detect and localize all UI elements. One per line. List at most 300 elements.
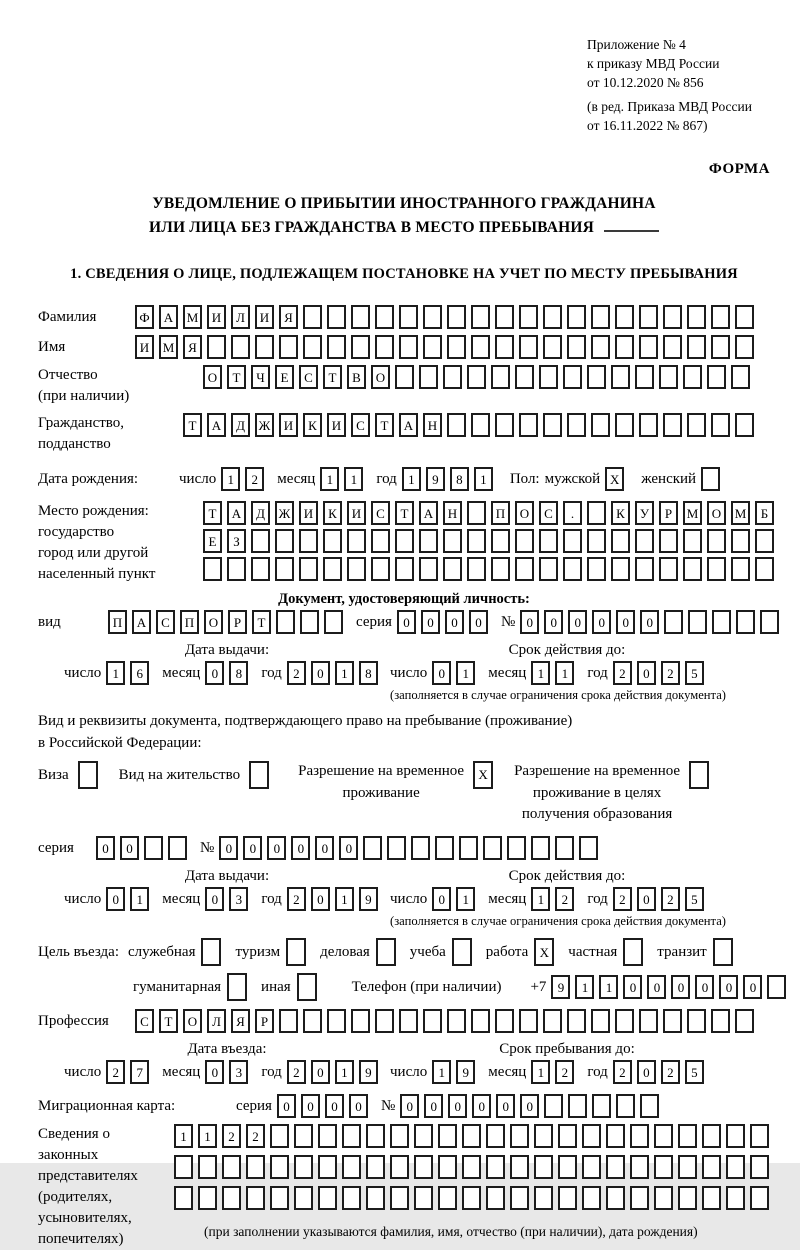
stay-year-cells [613,1060,709,1084]
form-cell: И [135,335,154,359]
form-cell: О [371,365,390,389]
temp-residence-education-option [514,761,714,826]
form-cell [755,529,774,553]
form-cell [582,1186,601,1210]
form-cell [174,1186,193,1210]
identity-doc-heading: Документ, удостоверяющий личность: [278,591,530,608]
form-cell [144,836,163,860]
iddoc-issue-col [38,642,390,703]
form-cell [294,1155,313,1179]
form-cell [467,557,486,581]
form-title-line1: УВЕДОМЛЕНИЕ О ПРИБЫТИИ ИНОСТРАННОГО ГРАЖДАНИНА [152,195,656,213]
firstname-row [38,335,770,359]
form-cell [591,413,610,437]
form-cell [510,1155,529,1179]
form-cell [294,1186,313,1210]
form-cell: 5 [685,1060,704,1084]
form-cell: 9 [359,1060,378,1084]
purpose-work: работа X [486,938,560,966]
form-cell: М [731,501,750,525]
form-cell [640,1094,659,1118]
form-cell: 2 [106,1060,125,1084]
form-cell [563,529,582,553]
form-cell: 1 [174,1124,193,1148]
sex-female-label: женский [641,470,697,487]
temp-residence-education-label: Разрешение на временное проживание в целях получения образования [514,762,681,823]
profession-label: Профессия [38,1013,109,1030]
form-cell: 2 [661,661,680,685]
form-cell [483,836,502,860]
residence-permit-options [38,761,770,826]
form-cell: 8 [359,661,378,685]
form-cell [711,413,730,437]
form-cell [495,413,514,437]
order-line: к приказу МВД России [587,55,720,71]
form-cell [726,1186,745,1210]
form-cell: И [347,501,366,525]
form-cell [459,836,478,860]
form-cell [351,1009,370,1033]
form-cell [324,610,343,634]
birthplace-row2-cells [203,529,779,553]
form-cell [462,1155,481,1179]
valid-day-cells [432,661,480,685]
form-cell [654,1124,673,1148]
form-cell [78,761,98,789]
form-cell: 2 [555,1060,574,1084]
form-cell [531,836,550,860]
form-cell [654,1155,673,1179]
form-cell [606,1155,625,1179]
form-cell [639,335,658,359]
form-cell [318,1124,337,1148]
form-cell [342,1186,361,1210]
form-cell: Н [423,413,442,437]
form-cell [678,1124,697,1148]
form-cell [411,836,430,860]
issue-day-cells [106,661,154,685]
form-cell: Т [323,365,342,389]
form-cell [687,413,706,437]
form-cell [443,557,462,581]
form-cell [467,365,486,389]
form-cell [467,529,486,553]
form-cell [390,1186,409,1210]
form-cell: 1 [320,467,339,491]
form-cell: С [156,610,175,634]
form-cell [519,413,538,437]
representatives-row1-cells [174,1124,774,1148]
entry-purpose-row2 [133,973,770,1001]
birthplace-cells-stack [203,501,779,585]
surname-label: Фамилия [38,309,97,326]
form-cell [303,335,322,359]
form-cell: 0 [520,1094,539,1118]
form-cell: 0 [637,1060,656,1084]
form-cell: Л [231,305,250,329]
form-cell: Я [231,1009,250,1033]
sex-male-checkbox [605,467,629,491]
form-cell [203,557,222,581]
form-cell [231,335,250,359]
form-cell: 2 [613,1060,632,1084]
form-cell [582,1155,601,1179]
form-cell [438,1155,457,1179]
residence-permit-label: Вид на жительство [118,766,241,783]
form-cell [519,335,538,359]
form-cell [462,1124,481,1148]
form-cell [227,973,247,1001]
representatives-cells-stack [174,1124,774,1240]
form-cell [423,305,442,329]
form-cell [678,1186,697,1210]
form-cell [683,529,702,553]
purpose-humanitarian-checkbox [227,973,252,1001]
form-cell: А [159,305,178,329]
purpose-private-checkbox [623,938,648,966]
form-cell: 0 [349,1094,368,1118]
form-cell: 0 [96,836,115,860]
form-cell [702,1155,721,1179]
form-cell: 0 [315,836,334,860]
purpose-transit: транзит [657,938,737,966]
patronymic-row [38,365,770,407]
form-cell: 0 [301,1094,320,1118]
form-cell [471,335,490,359]
form-cell: 7 [130,1060,149,1084]
form-cell [615,335,634,359]
permit-issue-day-cells [106,887,154,911]
form-cell [702,1186,721,1210]
form-cell: 0 [205,887,224,911]
form-cell [447,335,466,359]
form-cell [275,557,294,581]
title-blank-line [604,218,659,232]
form-cell [471,305,490,329]
form-cell [387,836,406,860]
form-cell: 0 [743,975,762,999]
form-cell [510,1186,529,1210]
form-cell: Т [227,365,246,389]
form-cell [168,836,187,860]
form-cell [731,529,750,553]
form-cell [539,529,558,553]
permit-issue-year-cells [287,887,383,911]
birthdate-row [38,467,770,491]
birthplace-block [38,501,770,585]
form-cell [663,1009,682,1033]
representatives-note: (при заполнении указываются фамилия, имя, отчество (при наличии), дата рождения) [204,1224,698,1240]
form-cell [318,1155,337,1179]
form-cell [711,335,730,359]
form-cell [735,305,754,329]
form-cell: 0 [616,610,635,634]
purpose-official: служебная [128,938,227,966]
form-cell [419,557,438,581]
form-cell [366,1155,385,1179]
form-title-line2: ИЛИ ЛИЦА БЕЗ ГРАЖДАНСТВА В МЕСТО ПРЕБЫВАНИЯ [38,216,770,240]
form-cell [222,1186,241,1210]
form-cell [419,529,438,553]
iddoc-validity-col [390,642,744,703]
form-cell [567,1009,586,1033]
form-cell: 2 [246,1124,265,1148]
form-cell: 9 [426,467,445,491]
form-cell: И [327,413,346,437]
form-cell [659,365,678,389]
purpose-tourism-checkbox [286,938,311,966]
form-cell: А [207,413,226,437]
form-cell: 1 [432,1060,451,1084]
form-cell [587,501,606,525]
form-cell: 0 [424,1094,443,1118]
form-cell: 0 [311,661,330,685]
form-cell: 1 [106,661,125,685]
form-cell: С [539,501,558,525]
form-cell [270,1124,289,1148]
visa-checkbox [78,761,103,789]
permit-valid-day-cells [432,887,480,911]
form-cell: 1 [531,1060,550,1084]
form-cell: 2 [245,467,264,491]
form-cell [639,1009,658,1033]
form-cell: Р [255,1009,274,1033]
patronymic-label: Отчество (при наличии) [38,367,130,405]
form-cell [630,1124,649,1148]
form-cell [395,365,414,389]
form-cell: 2 [661,1060,680,1084]
form-cell: 0 [445,610,464,634]
migration-series-cells [277,1094,373,1118]
residence-doc-intro: Вид и реквизиты документа, подтверждающего право на пребывание (проживание) в Российской Федерации: [38,713,573,752]
form-cell: 1 [221,467,240,491]
form-cell [414,1186,433,1210]
form-cell [375,305,394,329]
form-cell [443,365,462,389]
permit-validity-date: число 0 1 месяц 1 2 год 2 0 2 5 [390,887,744,911]
form-cell [750,1124,769,1148]
form-cell: X [473,761,493,789]
form-cell: 0 [311,887,330,911]
form-cell [414,1155,433,1179]
form-cell [467,501,486,525]
form-cell: И [279,413,298,437]
form-cell [567,335,586,359]
form-cell [615,305,634,329]
sex-label: Пол: [509,470,540,487]
phone-label: Телефон (при наличии) [351,978,502,995]
form-cell: 2 [661,887,680,911]
form-cell [534,1124,553,1148]
form-cell [760,610,779,634]
form-cell [399,305,418,329]
form-cell: 8 [229,661,248,685]
form-cell: Ф [135,305,154,329]
form-cell [731,365,750,389]
stay-month-cells [531,1060,579,1084]
form-cell [735,1009,754,1033]
form-cell [471,413,490,437]
permit-issue-month-cells [205,887,253,911]
form-cell [663,305,682,329]
form-cell: 0 [472,1094,491,1118]
form-cell [371,529,390,553]
form-cell: 1 [474,467,493,491]
form-cell [664,610,683,634]
patronymic-cells [203,365,755,389]
issue-month-cells [205,661,253,685]
form-cell [735,413,754,437]
form-cell: 1 [335,887,354,911]
form-cell [447,413,466,437]
form-cell [276,610,295,634]
form-cell [689,761,709,789]
form-cell [515,529,534,553]
form-cell [495,305,514,329]
form-cell [543,335,562,359]
form-cell: Д [231,413,250,437]
form-cell [414,1124,433,1148]
form-cell: X [605,467,624,491]
doc-kind-label: вид [38,614,61,631]
form-cell: М [183,305,202,329]
doc-kind-cells [108,610,348,634]
form-cell: 6 [130,661,149,685]
form-cell: Е [203,529,222,553]
purpose-study: учеба [410,938,477,966]
surname-cells [135,305,759,329]
form-cell: 0 [106,887,125,911]
issue-title: Дата выдачи: [184,642,270,659]
birthdate-label: Дата рождения: [38,471,139,488]
form-cell [438,1186,457,1210]
form-cell [299,557,318,581]
stay-until-col [390,1041,744,1084]
form-cell [543,1009,562,1033]
form-cell [678,1155,697,1179]
form-cell: С [135,1009,154,1033]
form-cell [222,1155,241,1179]
form-cell: 0 [637,661,656,685]
visa-label: Виза [38,766,69,783]
profession-cells [135,1009,759,1033]
form-cell: К [611,501,630,525]
form-cell [323,557,342,581]
form-cell: 0 [205,1060,224,1084]
form-cell [286,938,306,966]
form-cell [399,1009,418,1033]
form-cell [654,1186,673,1210]
form-cell: 1 [599,975,618,999]
form-cell: 0 [647,975,666,999]
form-cell: 0 [544,610,563,634]
profession-row [38,1009,770,1033]
representatives-label: Сведения о законных представителях (родителях, усыновителях, попечителях) [38,1126,138,1248]
form-cell [687,335,706,359]
birthplace-row1-cells [203,501,779,525]
migration-number-sign: № [380,1097,396,1114]
form-cell [567,413,586,437]
iddoc-dates-block [38,642,770,703]
stay-until-date: число 1 9 месяц 1 2 год 2 0 2 5 [390,1060,744,1084]
form-cell: 0 [325,1094,344,1118]
form-cell: 0 [267,836,286,860]
form-cell [303,1009,322,1033]
permit-validity-col: Срок действия до: число 0 1 месяц 1 2 год 2 0 2 5 (заполняется в случае ограничения срока действия документа) [390,868,744,929]
citizenship-row [38,413,770,455]
form-cell [366,1124,385,1148]
form-cell [491,365,510,389]
form-cell [563,365,582,389]
form-cell [251,557,270,581]
form-cell [663,335,682,359]
form-cell [688,610,707,634]
entry-date-col [38,1041,390,1084]
birthplace-row3-cells [203,557,779,581]
citizenship-label: Гражданство, подданство [38,415,125,453]
form-cell [327,335,346,359]
form-cell: 2 [555,887,574,911]
form-cell [351,335,370,359]
form-cell [687,305,706,329]
form-cell: В [347,365,366,389]
residence-permit-option [119,761,274,789]
temp-residence-education-checkbox [689,761,714,789]
form-cell [582,1124,601,1148]
form-cell: Я [183,335,202,359]
stay-until-title: Срок пребывания до: [499,1041,635,1058]
form-cell: А [399,413,418,437]
form-cell: П [180,610,199,634]
form-cell: Т [252,610,271,634]
permit-series-label: серия [38,840,74,857]
permit-number-cells [219,836,603,860]
form-cell [447,1009,466,1033]
form-cell [515,557,534,581]
permit-number-sign: № [200,839,215,856]
entry-year-cells [287,1060,383,1084]
doc-series-label: серия [356,613,392,630]
form-cell [630,1155,649,1179]
form-cell [447,305,466,329]
form-cell [630,1186,649,1210]
form-cell: 8 [450,467,469,491]
permit-valid-year-cells [613,887,709,911]
form-cell [568,1094,587,1118]
entry-purpose-label: Цель въезда: [38,944,119,961]
form-cell: 9 [551,975,570,999]
purpose-transit-checkbox [713,938,738,966]
valid-month-cells [531,661,579,685]
valid-year-cells [613,661,709,685]
form-cell [635,529,654,553]
form-cell: У [635,501,654,525]
form-cell [471,1009,490,1033]
form-cell: А [227,501,246,525]
form-cell [567,305,586,329]
form-cell [615,413,634,437]
form-cell [246,1155,265,1179]
migration-series-label: серия [236,1097,272,1114]
form-cell [375,1009,394,1033]
form-cell [543,413,562,437]
form-cell: 0 [277,1094,296,1118]
form-cell: С [371,501,390,525]
form-cell [558,1155,577,1179]
form-cell [198,1186,217,1210]
form-cell [534,1186,553,1210]
form-cell: О [707,501,726,525]
